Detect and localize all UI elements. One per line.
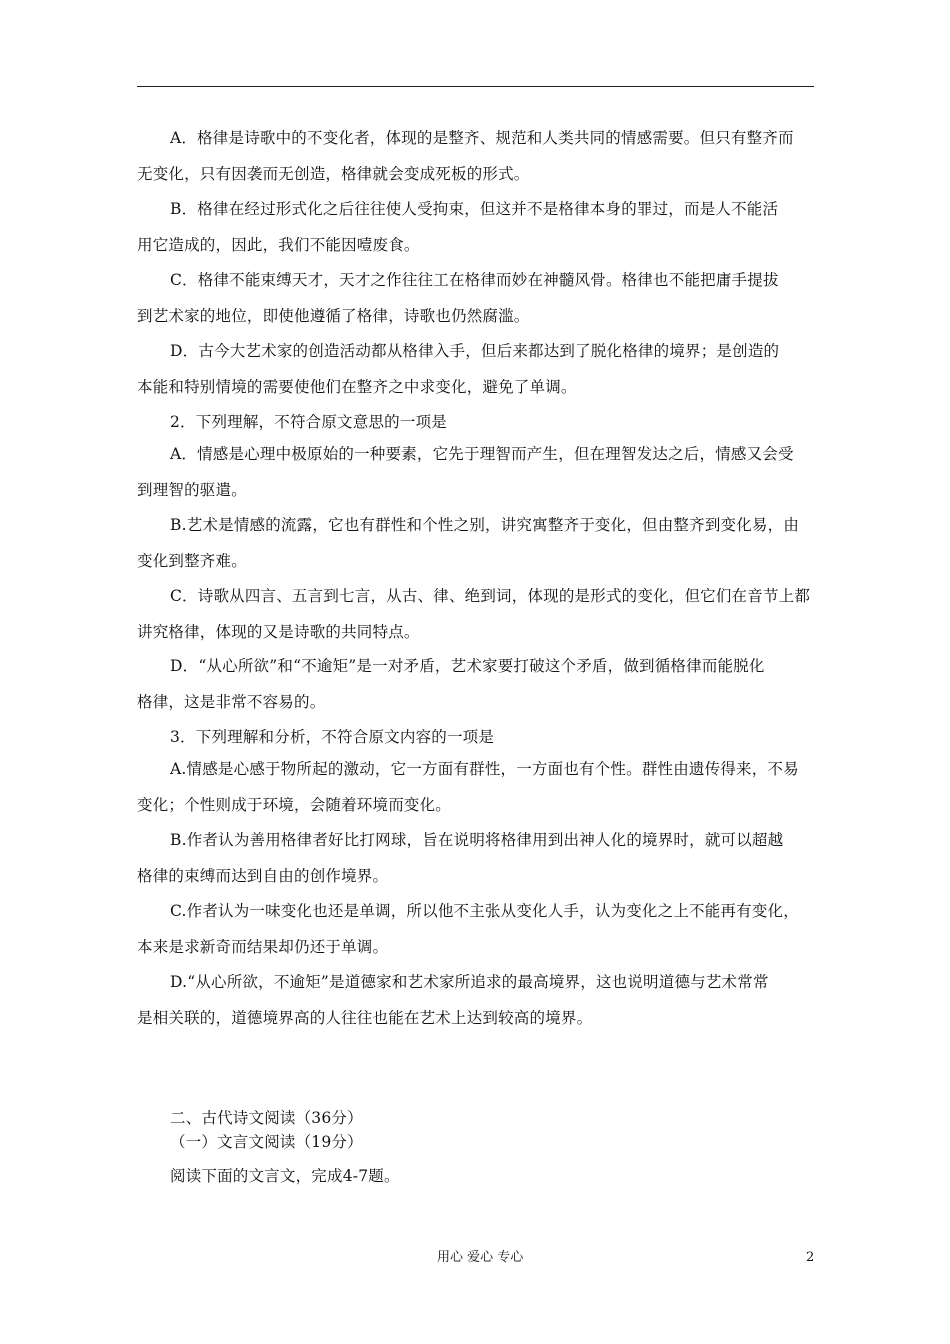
q1-option-b-line1: B．格律在经过形式化之后往往使人受拘束，但这并不是格律本身的罪过，而是人不能活 — [170, 200, 779, 218]
q3-option-b-line1: B.作者认为善用格律者好比打网球，旨在说明将格律用到出神人化的境界时，就可以超越 — [170, 831, 784, 849]
q3-option-a-line1: A.情感是心感于物所起的激动，它一方面有群性，一方面也有个性。群性由遗传得来，不易 — [170, 760, 799, 778]
q2-stem: 2．下列理解，不符合原文意思的一项是 — [170, 413, 447, 431]
q3-option-d-line1: D.“从心所欲，不逾矩”是道德家和艺术家所追求的最高境界，这也说明道德与艺术常常 — [170, 973, 769, 991]
page-number: 2 — [806, 1250, 815, 1265]
q1-option-c-line2: 到艺术家的地位，即使他遵循了格律，诗歌也仍然腐滥。 — [137, 307, 530, 325]
q1-option-a-line2: 无变化，只有因袭而无创造，格律就会变成死板的形式。 — [137, 165, 530, 183]
q2-option-c-line2: 讲究格律，体现的又是诗歌的共同特点。 — [137, 623, 420, 641]
q1-option-d-line1: D．古今大艺术家的创造活动都从格律入手，但后来都达到了脱化格律的境界；是创造的 — [170, 342, 780, 360]
q3-option-c-line1: C.作者认为一味变化也还是单调，所以他不主张从变化人手，认为变化之上不能再有变化， — [170, 902, 799, 920]
header-rule — [137, 86, 814, 87]
q3-stem: 3．下列理解和分析，不符合原文内容的一项是 — [170, 728, 495, 746]
q2-option-b-line2: 变化到整齐难。 — [137, 552, 247, 570]
q3-option-a-line2: 变化；个性则成于环境，会随着环境而变化。 — [137, 796, 452, 814]
q1-option-c-line1: C．格律不能束缚天才，天才之作往往工在格律而妙在神髓风骨。格律也不能把庸手提拔 — [170, 271, 779, 289]
q2-option-c-line1: C．诗歌从四言、五言到七言，从古、律、绝到词，体现的是形式的变化，但它们在音节上都 — [170, 587, 811, 605]
footer-slogan: 用心 爱心 专心 — [437, 1250, 524, 1265]
q2-option-d-line1: D．“从心所欲”和“不逾矩”是一对矛盾，艺术家要打破这个矛盾，做到循格律而能脱化 — [170, 657, 765, 675]
q1-option-d-line2: 本能和特别情境的需要使他们在整齐之中求变化，避免了单调。 — [137, 378, 577, 396]
q1-option-a-line1: A．格律是诗歌中的不变化者，体现的是整齐、规范和人类共同的情感需要。但只有整齐而 — [170, 129, 794, 147]
q2-option-d-line2: 格律，这是非常不容易的。 — [137, 693, 326, 711]
section-title: 二、古代诗文阅读（36分） — [170, 1109, 363, 1127]
reading-instruction: 阅读下面的文言文，完成4-7题。 — [170, 1167, 400, 1185]
q1-option-b-line2: 用它造成的，因此，我们不能因噎废食。 — [137, 236, 420, 254]
q2-option-a-line1: A．情感是心理中极原始的一种要素，它先于理智而产生，但在理智发达之后，情感又会受 — [170, 445, 794, 463]
q3-option-b-line2: 格律的束缚而达到自由的创作境界。 — [137, 867, 389, 885]
q2-option-a-line2: 到理智的驱遣。 — [137, 481, 247, 499]
q3-option-d-line2: 是相关联的，道德境界高的人往往也能在艺术上达到较高的境界。 — [137, 1009, 593, 1027]
section-subtitle: （一）文言文阅读（19分） — [170, 1133, 363, 1151]
q3-option-c-line2: 本来是求新奇而结果却仍还于单调。 — [137, 938, 389, 956]
q2-option-b-line1: B.艺术是情感的流露，它也有群性和个性之别，讲究寓整齐于变化，但由整齐到变化易，由 — [170, 516, 800, 534]
